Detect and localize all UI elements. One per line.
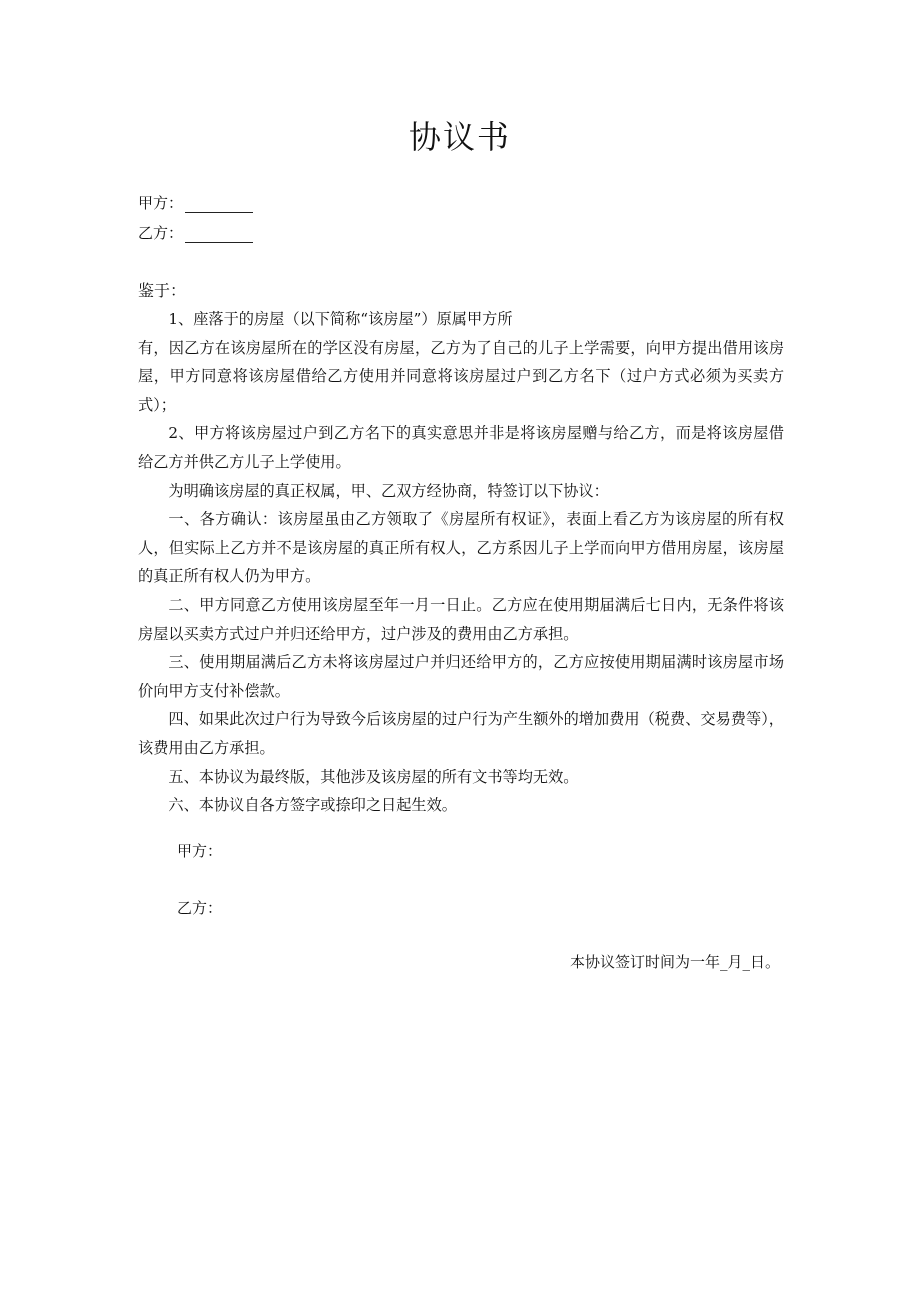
signing-date: 本协议签订时间为一年_月_日。 (569, 953, 780, 971)
signature-party-a: 甲方： (177, 842, 223, 860)
party-a-header (138, 192, 253, 213)
party-b-header (138, 222, 253, 243)
agreement-body (138, 305, 784, 820)
clause-3: 三、使用期届满后乙方未将该房屋过户并归还给甲方的，乙方应按使用期届满时该房屋市场价向甲方支付补偿款。 (138, 653, 784, 700)
clause-4: 四、如果此次过户行为导致今后该房屋的过户行为产生额外的增加费用（税费、交易费等），该费用由乙方承担。 (138, 710, 784, 757)
party-a-label: 甲方： (138, 194, 184, 212)
page-title: 协议书 (408, 118, 511, 156)
clause-recital-2: 2、甲方将该房屋过户到乙方名下的真实意思并非是将该房屋赠与给乙方，而是将该房屋借给乙方并供乙方儿子上学使用。 (138, 424, 784, 471)
clause-6: 六、本协议自各方签字或捺印之日起生效。 (168, 796, 457, 815)
clause-recital-1-start: 1、座落于的房屋（以下简称“该房屋”）原属甲方所 (168, 310, 513, 328)
clause-5: 五、本协议为最终版，其他涉及该房屋的所有文书等均无效。 (168, 767, 579, 786)
clause-1: 一、各方确认：该房屋虽由乙方领取了《房屋所有权证》，表面上看乙方为该房屋的所有权人，但实际上乙方并不是该房屋的真正所有权人，乙方系因儿子上学而向甲方借用房屋，该房屋的真正所有权人仍为甲方。 (138, 510, 784, 586)
clause-2: 二、甲方同意乙方使用该房屋至年一月一日止。乙方应在使用期届满后七日内，无条件将该房屋以买卖方式过户并归还给甲方，过户涉及的费用由乙方承担。 (138, 595, 784, 643)
whereas-heading: 鉴于： (138, 281, 187, 300)
party-a-blank-line (185, 200, 253, 213)
party-b-label: 乙方： (138, 224, 184, 242)
clause-preamble: 为明确该房屋的真正权属，甲、乙双方经协商，特签订以下协议： (168, 481, 609, 500)
clause-recital-1-cont: 有，因乙方在该房屋所在的学区没有房屋，乙方为了自己的儿子上学需要，向甲方提出借用该房屋，甲方同意将该房屋借给乙方使用并同意将该房屋过户到乙方名下（过户方式必须为买卖方式）； (138, 338, 784, 414)
signature-party-b: 乙方： (177, 899, 223, 917)
party-b-blank-line (185, 230, 253, 243)
